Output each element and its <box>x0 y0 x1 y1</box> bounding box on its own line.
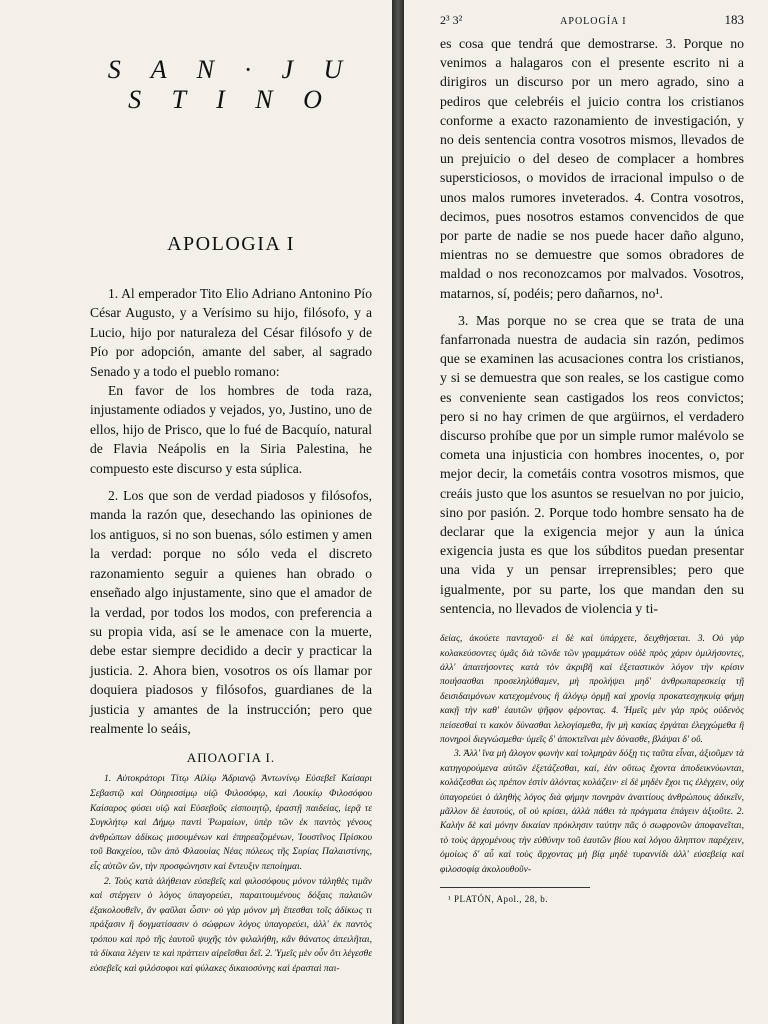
paragraph-3: 2. Los que son de verdad piadosos y filósofos, manda la razón que, desechando las opiniones de los antiguos, si no son buenas, sólo estimen y amen la verdad: porque no sólo veda el discreto razonamiento seguir a quienes han obrado o enseñado algo injustamente, sino que el amador de la verdad, por todos los modos, con preferencia a su propia vida, así se le amenace con la muerte, debe estar siempre decidido a decir y practicar la justicia. 2. Ahora bien, vosotros os oís llamar por doquiera piadosos y filósofos, guardianes de la justicia y amantes de la instrucción; pero que realmente lo seáis, <box>90 488 372 736</box>
greek-text <box>90 772 372 976</box>
paragraph-1: 1. Al emperador Tito Elio Adriano Antonino Pío César Augusto, y a Verísimo su hijo, filósofo, y a Lucio, hijo por naturaleza del César filósofo y de Pío por adopción, amante del saber, al sagrado Senado y a todo el pueblo romano: <box>90 286 372 379</box>
paragraph-1: es cosa que tendrá que demostrarse. 3. Porque no venimos a halagaros con el presente escrito ni a dirigiros un discurso por un mero agrado, sino a pediros que celebréis el juicio contra los cristianos conforme a exacto razonamiento de investigación, y no deis sentencia contra vosotros mismos, llevados de un prejuicio o del deseo de complacer a hombres supersticiosos, o movidos de irracional impulso o de unos malos rumores inveterados. 4. Contra vosotros, decimos, pues nosotros estamos convencidos de que por parte de nadie se nos puede hacer daño alguno, mientras no se demuestre que somos obradores de maldad o nos reconozcamos por malvados. Vosotros, matarnos, sí, podéis; pero dañarnos, no¹. <box>440 36 744 301</box>
chapter-heading: APOLOGIA I <box>167 233 295 255</box>
paragraph-2: En favor de los hombres de toda raza, injustamente odiados y vejados, yo, Justino, uno de ellos, hijo de Prisco, que lo fué de Bacquío, natural de Flavia Neápolis en la Siria Palestina, he compuesto este discurso y esta súplica. <box>90 383 372 476</box>
signature-mark: 2³ 3² <box>440 13 463 27</box>
greek-text <box>440 632 768 877</box>
paragraph-2: 3. Mas porque no se crea que se trata de una fanfarronada nuestra de audacia sin razón, pedimos que se examinen las acusaciones contra los cristianos, y si se demuestra que son reales, se los castigue como es conveniente sean castigados los reos convictos; pero si no hay crimen de que argüirnos, el verdadero discurso prohíbe que por un simple rumor malévolo se cometa una injusticia con hombres inocentes, o, por mejor decir, la cometáis contra vosotros mismos, que creáis justo que los asuntos se resuelvan no por juicio, sino por pasión. 2. Porque todo hombre sensato ha de declarar que la exigencia mejor y aun la única exigencia justa es que los súbditos puedan presentar una vida y un pensar irreprensibles; pero que igualmente, por su parte, los que mandan den su sentencia, no llevados de violencia y ti- <box>440 312 744 616</box>
greek-paragraph-1: δείας, ἀκούετε πανταχοῦ· εἰ δὲ καὶ ὑπάρχετε, δειχθήσεται. 3. Οὐ γὰρ κολακεύσοντες ὑμᾶς διὰ τῶνδε τῶν γραμμάτων οὐδὲ πρὸς χάριν ὁμιλήσοντες, ἀλλ' ἀπαιτήσοντες κατὰ τὸν ἀκριβῆ καὶ ἐξεταστικὸν λόγον τὴν κρίσιν ποιήσασθαι προσεληλύθαμεν, μὴ προλήψει μηδ' ἀνθρωπαρεσκείᾳ τῇ δεισιδαιμόνων κατεχομένους ἢ ἀλόγῳ ὁρμῇ καὶ χρονίᾳ προκατεσχηκυίᾳ φήμῃ κακῇ τὴν καθ' ἑαυτῶν ψῆφον φέροντας. 4. Ἡμεῖς μὲν γὰρ πρὸς οὐδενὸς πείσεσθαί τι κακὸν δύνασθαι λελογίσμεθα, ἢν μὴ κακίας ἐργάται ἐλεγχώμεθα ἢ πονηροὶ διεγνώσμεθα· ὑμεῖς δ' ἀποκτεῖναι μὲν δύνασθε, βλάψαι δ' οὔ. <box>440 633 744 745</box>
page-number: 183 <box>724 12 744 27</box>
running-title: APOLOGÍA I <box>560 16 627 27</box>
greek-paragraph-1: 1. Αὐτοκράτορι Τίτῳ Αἰλίῳ Ἀδριανῷ Ἀντωνίνῳ Εὐσεβεῖ Καίσαρι Σεβαστῷ καὶ Οὐηρισσίμῳ υἱῷ Φιλοσόφῳ, καὶ Λουκίῳ Φιλοσόφου Καίσαρος φύσει υἱῷ καὶ Εὐσεβοῦς εἰσποιητῷ, ἐραστῇ παιδείας, ἱερᾷ τε Συγκλήτῳ καὶ Δήμῳ παντὶ Ῥωμαίων, ὑπὲρ τῶν ἐκ παντὸς γένους ἀνθρώπων ἀδίκως μισουμένων καὶ ἐπηρεαζομένων, Ἰουστῖνος Πρίσκου τοῦ Βακχείου, τῶν ἀπὸ Φλαουίας Νέας πόλεως τῆς Συρίας Παλαιστίνης, εἷς αὐτῶν ὤν, τὴν προσφώνησιν καὶ ἔντευξιν πεποίημαι. <box>90 773 372 872</box>
right-page <box>404 0 768 1024</box>
running-title: S A N · J U S T I N O <box>107 55 355 114</box>
spanish-text <box>440 34 768 618</box>
page-header <box>440 12 768 28</box>
footnote-rule <box>440 887 590 888</box>
spanish-text <box>90 284 372 738</box>
greek-paragraph-2: 3. Ἀλλ' ἵνα μὴ ἄλογον φωνὴν καὶ τολμηρὰν δόξῃ τις ταῦτα εἶναι, ἀξιοῦμεν τὰ κατηγορούμενα αὐτῶν ἐξετάζεσθαι, καί, ἐὰν οὕτως ἔχοντα ἀποδεικνύωνται, κολάζεσθαι ὡς πρέπον ἐστὶν ἀλόντας κολάζειν· εἰ δὲ μηδὲν ἔχοι τις ἐλέγχειν, οὐχ ὑπαγορεύει ὁ ἀληθὴς λόγος διὰ φήμην πονηρὰν ἀναιτίους ἀνθρώπους ἀδικεῖν, μᾶλλον δὲ ἑαυτούς, οἳ οὐ κρίσει, ἀλλὰ πάθει τὰ πράγματα ἐπάγειν ἀξιοῦτε. 2. Καλὴν δὲ καὶ μόνην δικαίαν πρόκλησιν ταύτην πᾶς ὁ σωφρονῶν ἀποφανεῖται, τὸ τοὺς ἀρχομένους τὴν εὐθύνην τοῦ ἑαυτῶν βίου καὶ λόγου ἄληπτον παρέχειν, ὁμοίως δ' αὖ καὶ τοὺς ἄρχοντας μὴ βίᾳ μηδὲ τυραννίδι ἀλλ' εὐσεβείᾳ καὶ φιλοσοφίᾳ ἀκολουθοῦν- <box>440 748 744 875</box>
greek-heading: ΑΠΟΛΟΓΙΑ Ι. <box>186 750 276 766</box>
footnote: ¹ PLATÓN, Apol., 28, b. <box>448 894 548 904</box>
book-gutter <box>392 0 404 1024</box>
greek-paragraph-2: 2. Τοὺς κατὰ ἀλήθειαν εὐσεβεῖς καὶ φιλοσόφους μόνον τἀληθὲς τιμᾶν καὶ στέργειν ὁ λόγος ὑπαγορεύει, παραιτουμένους δόξαις παλαιῶν ἐξακολουθεῖν, ἂν φαῦλαι ὦσιν· οὐ γὰρ μόνον μὴ ἕπεσθαι τοῖς ἀδίκως τι πράξασιν ἢ δογματίσασιν ὁ σώφρων λόγος ὑπαγορεύει, ἀλλ' ἐκ παντὸς τρόπου καὶ πρὸ τῆς ἑαυτοῦ ψυχῆς τὸν φιλαλήθη, κἂν θάνατος ἀπειλῆται, τὰ δίκαια λέγειν τε καὶ πράττειν αἱρεῖσθαι δεῖ. 2. Ὑμεῖς μὲν οὖν ὅτι λέγεσθε εὐσεβεῖς καὶ φιλόσοφοι καὶ φύλακες δικαιοσύνης καὶ ἐρασταὶ παι- <box>90 875 372 975</box>
